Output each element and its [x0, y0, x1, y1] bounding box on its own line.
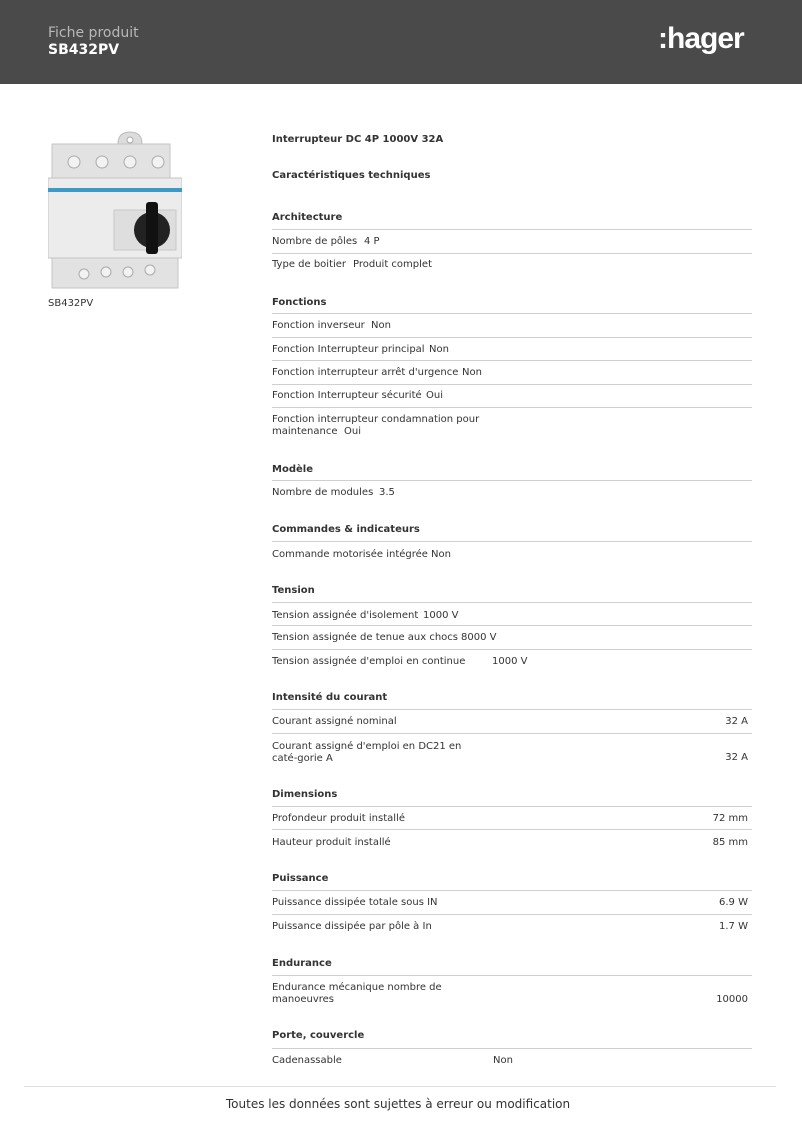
- footer-disclaimer: Toutes les données sont sujettes à erreur ou modification: [225, 1097, 571, 1111]
- spec-value: 3.5: [379, 487, 395, 498]
- spec-value: 1000 V: [492, 656, 528, 667]
- specs-title: Caractéristiques techniques: [272, 170, 431, 181]
- spec-row: [272, 229, 752, 253]
- section-title-fonctions: Fonctions: [272, 297, 327, 308]
- spec-value: Non: [462, 367, 482, 378]
- spec-label: Fonction interrupteur arrêt d'urgence: [272, 367, 459, 378]
- spec-row: [272, 253, 752, 277]
- spec-value: 32 A: [725, 752, 748, 763]
- spec-label: Fonction interrupteur condamnation pour maintenance: [272, 414, 480, 437]
- section-title-commandes: Commandes & indicateurs: [272, 524, 420, 535]
- spec-value: 6.9 W: [719, 897, 748, 908]
- section-title-porte: Porte, couvercle: [272, 1030, 365, 1041]
- hager-logo: :hager: [658, 22, 744, 55]
- section-title-puissance: Puissance: [272, 873, 329, 884]
- spec-label: Tension assignée d'isolement: [272, 610, 419, 621]
- spec-label: Tension assignée de tenue aux chocs: [272, 632, 459, 643]
- section-title-endurance: Endurance: [272, 958, 332, 969]
- spec-label: Endurance mécanique nombre de manoeuvres: [272, 982, 442, 1005]
- footer-divider: [24, 1086, 776, 1087]
- spec-label: Type de boitier: [272, 259, 347, 270]
- section-title-architecture: Architecture: [272, 212, 343, 223]
- spec-row: [272, 360, 752, 384]
- spec-row: [272, 829, 752, 853]
- section-title-modele: Modèle: [272, 464, 313, 475]
- spec-value: Produit complet: [353, 259, 432, 270]
- spec-value: Non: [371, 320, 391, 331]
- spec-label: Fonction Interrupteur principal: [272, 344, 425, 355]
- spec-value: 1.7 W: [719, 921, 748, 932]
- spec-label: Puissance dissipée totale sous IN: [272, 897, 438, 908]
- spec-row: [272, 407, 752, 443]
- page-header: [0, 0, 802, 84]
- spec-value: Non: [431, 549, 451, 560]
- spec-label: Profondeur produit installé: [272, 813, 405, 824]
- spec-label: Commande motorisée intégrée: [272, 549, 428, 560]
- spec-label: Fonction inverseur: [272, 320, 365, 331]
- product-image-caption: SB432PV: [48, 298, 94, 309]
- spec-value: Non: [493, 1055, 513, 1066]
- spec-row: [272, 806, 752, 830]
- spec-label: Courant assigné d'emploi en DC21 en caté-gorie A: [272, 741, 462, 764]
- spec-value: 10000: [716, 994, 748, 1005]
- spec-row: [272, 649, 752, 673]
- section-title-dimensions: Dimensions: [272, 789, 338, 800]
- spec-row: [272, 313, 752, 337]
- spec-row: [272, 384, 752, 408]
- spec-value: 8000 V: [461, 632, 497, 643]
- header-title: SB432PV: [48, 42, 120, 58]
- spec-row: [272, 602, 752, 626]
- spec-row: [272, 890, 752, 914]
- spec-row: [272, 541, 752, 565]
- spec-row: [272, 975, 752, 1011]
- spec-label: Fonction Interrupteur sécurité: [272, 390, 422, 401]
- product-name: Interrupteur DC 4P 1000V 32A: [272, 134, 444, 145]
- spec-value: Oui: [426, 390, 443, 401]
- spec-value: Non: [429, 344, 449, 355]
- spec-row: [272, 1048, 752, 1072]
- section-title-intensite: Intensité du courant: [272, 692, 388, 703]
- spec-value: 1000 V: [423, 610, 459, 621]
- product-image: [48, 130, 182, 290]
- spec-label: Hauteur produit installé: [272, 837, 391, 848]
- spec-row: [272, 480, 752, 504]
- header-subtitle: Fiche produit: [48, 25, 139, 41]
- spec-row: [272, 914, 752, 938]
- spec-label: Cadenassable: [272, 1055, 342, 1066]
- spec-row: [272, 733, 752, 769]
- spec-row: [272, 625, 752, 649]
- spec-label: Courant assigné nominal: [272, 716, 397, 727]
- spec-label: Nombre de pôles: [272, 236, 358, 247]
- spec-value: Oui: [344, 426, 361, 437]
- spec-row: [272, 709, 752, 733]
- spec-value: 85 mm: [712, 837, 748, 848]
- spec-label: Nombre de modules: [272, 487, 374, 498]
- spec-label: Puissance dissipée par pôle à In: [272, 921, 432, 932]
- spec-value: 32 A: [725, 716, 748, 727]
- spec-label: Tension assignée d'emploi en continue: [272, 656, 466, 667]
- spec-value: 72 mm: [712, 813, 748, 824]
- spec-row: [272, 337, 752, 361]
- section-title-tension: Tension: [272, 585, 315, 596]
- spec-value: 4 P: [364, 236, 380, 247]
